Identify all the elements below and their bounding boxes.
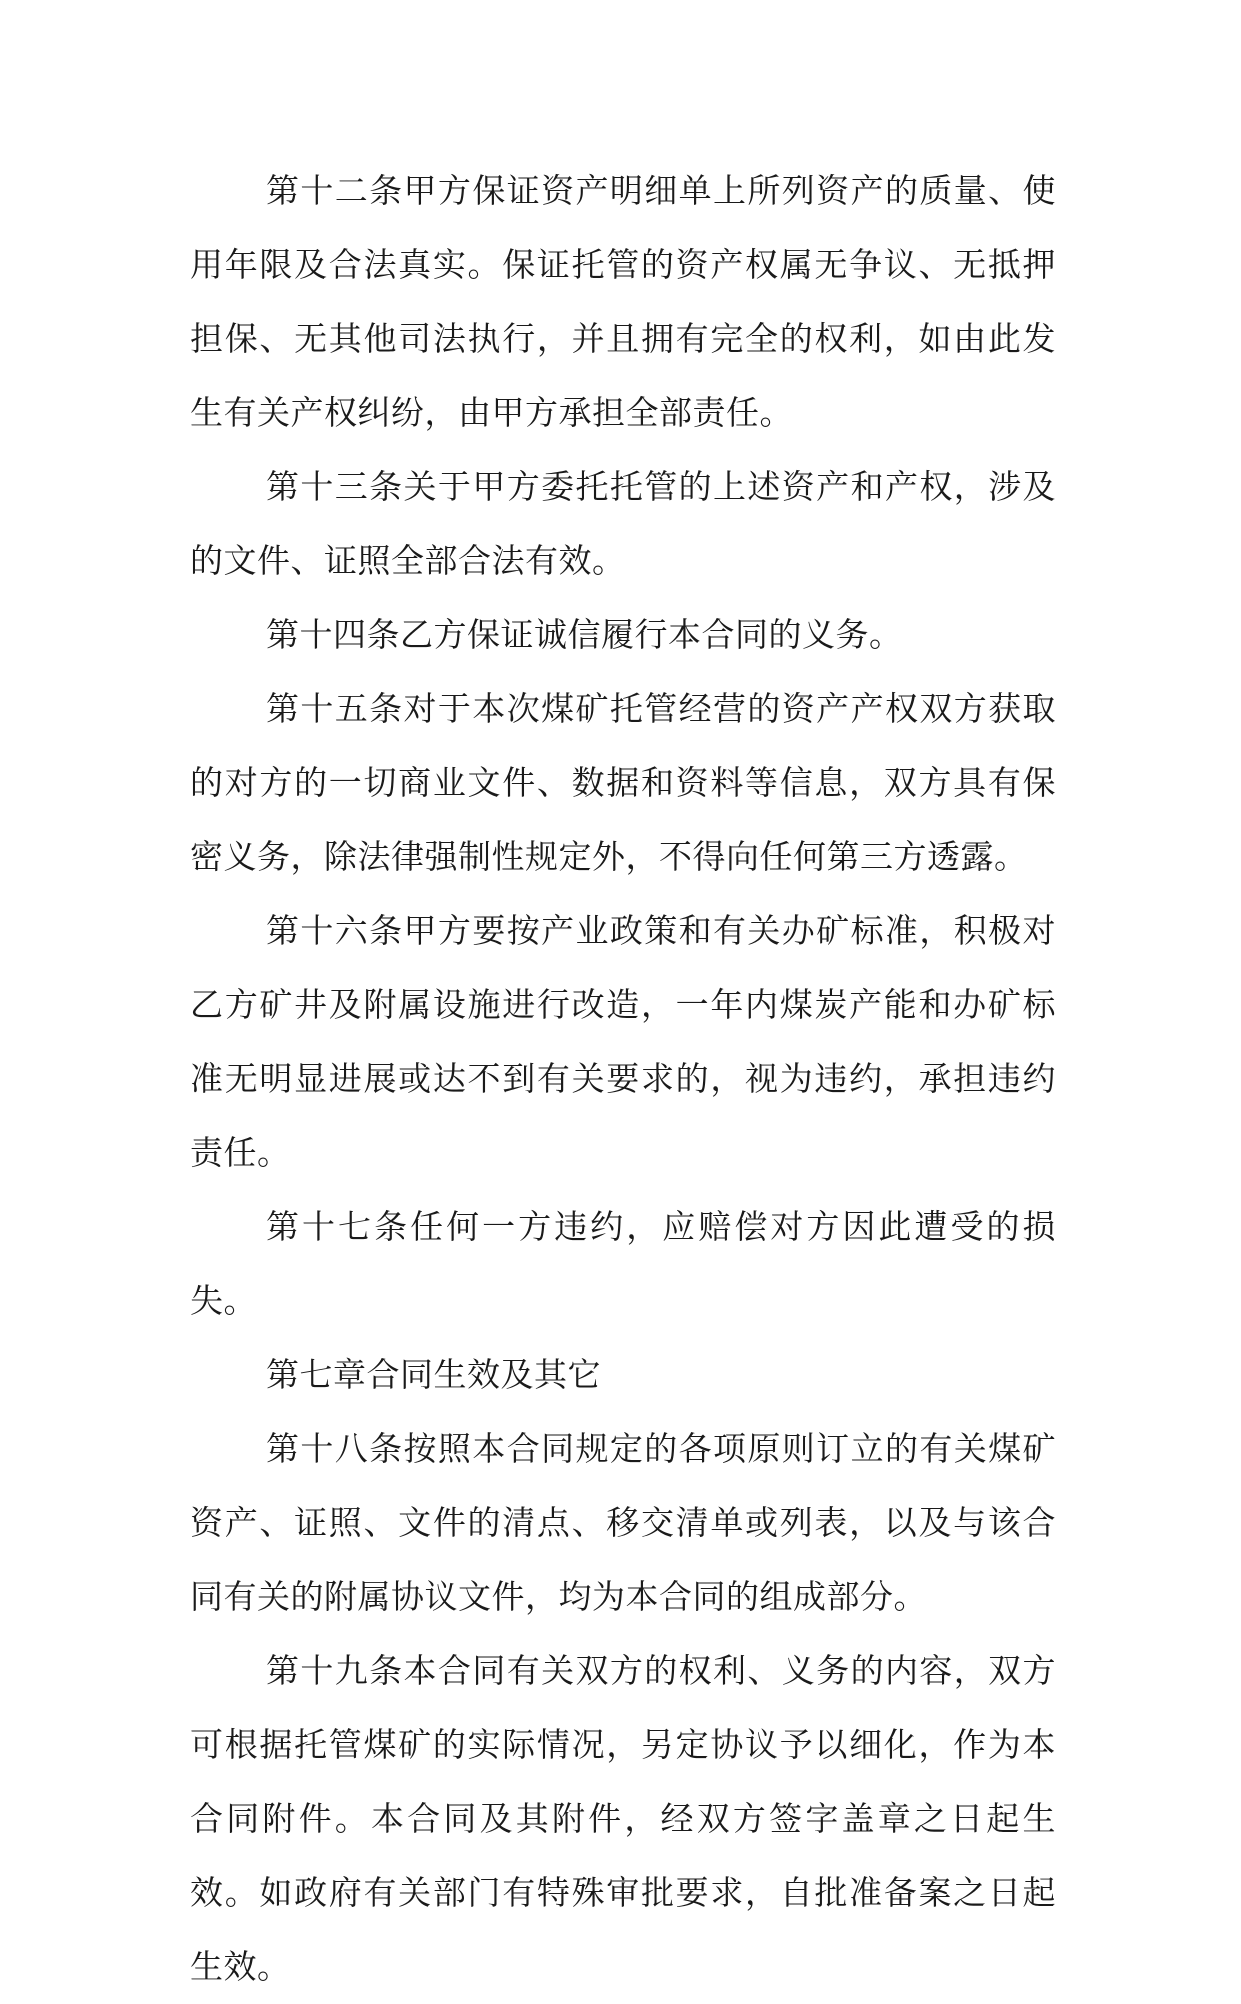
clause-13: 第十三条关于甲方委托托管的上述资产和产权，涉及的文件、证照全部合法有效。 xyxy=(190,467,1056,580)
clause-12: 第十二条甲方保证资产明细单上所列资产的质量、使用年限及合法真实。保证托管的资产权属无争议、无抵押担保、无其他司法执行，并且拥有完全的权利，如由此发生有关产权纠纷，由甲方承担全部责任。 xyxy=(190,171,1056,432)
clause-16: 第十六条甲方要按产业政策和有关办矿标准，积极对乙方矿井及附属设施进行改造，一年内煤炭产能和办矿标准无明显进展或达不到有关要求的，视为违约，承担违约责任。 xyxy=(190,911,1056,1172)
clause-17: 第十七条任何一方违约，应赔偿对方因此遭受的损失。 xyxy=(190,1207,1056,1320)
clause-14: 第十四条乙方保证诚信履行本合同的义务。 xyxy=(266,615,903,654)
contract-text xyxy=(190,154,1056,2004)
chapter-7-heading: 第七章合同生效及其它 xyxy=(266,1355,601,1394)
clause-18: 第十八条按照本合同规定的各项原则订立的有关煤矿资产、证照、文件的清点、移交清单或列表，以及与该合同有关的附属协议文件，均为本合同的组成部分。 xyxy=(190,1429,1056,1616)
clause-15: 第十五条对于本次煤矿托管经营的资产产权双方获取的对方的一切商业文件、数据和资料等信息，双方具有保密义务，除法律强制性规定外，不得向任何第三方透露。 xyxy=(190,689,1056,876)
clause-19: 第十九条本合同有关双方的权利、义务的内容，双方可根据托管煤矿的实际情况，另定协议予以细化，作为本合同附件。本合同及其附件，经双方签字盖章之日起生效。如政府有关部门有特殊审批要求，自批准备案之日起生效。 xyxy=(190,1651,1056,1986)
